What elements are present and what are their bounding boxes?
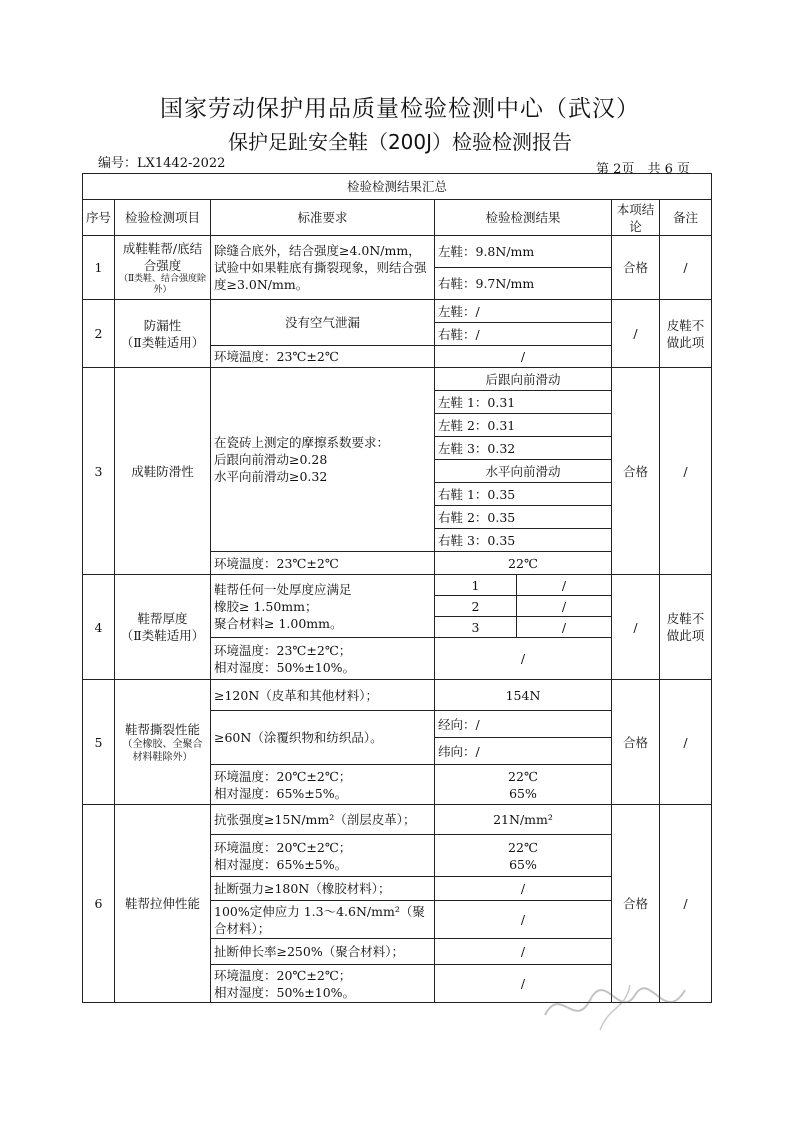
env-cell xyxy=(211,765,435,805)
item-cell xyxy=(115,575,211,680)
remark-cell: 皮鞋不做此项 xyxy=(660,575,712,680)
result-subtitle: 水平向前滑动 xyxy=(435,460,612,483)
remark-cell: / xyxy=(660,236,712,300)
conclusion-cell: 合格 xyxy=(612,236,660,300)
requirement-cell: ≥120N（皮革和其他材料）； xyxy=(211,680,435,711)
result-cell: 左鞋：9.8N/mm xyxy=(435,236,612,268)
conclusion-cell: 合格 xyxy=(612,680,660,805)
result-cell: / xyxy=(517,596,612,617)
result-cell: / xyxy=(435,638,612,680)
item-cell xyxy=(115,300,211,368)
env-line: 相对湿度：50%±10%。 xyxy=(214,659,356,675)
env-cell xyxy=(211,835,435,877)
result-cell: 右鞋 3：0.35 xyxy=(435,529,612,552)
result-cell: 154N xyxy=(435,680,612,711)
header-requirement: 标准要求 xyxy=(211,200,435,236)
remark-cell: / xyxy=(660,805,712,1003)
requirement-cell: 100%定伸应力 1.3～4.6N/mm²（聚合材料）； xyxy=(211,901,435,939)
env-line: 相对湿度：65%±5%。 xyxy=(214,785,348,801)
env-cell xyxy=(211,638,435,680)
conclusion-cell: 合格 xyxy=(612,805,660,1003)
env-cell: 环境温度：23℃±2℃ xyxy=(211,552,435,575)
item-note: （Ⅱ类鞋适用） xyxy=(120,628,205,643)
item-note: （全橡胶、全聚合材料鞋除外） xyxy=(122,738,203,763)
header-seq: 序号 xyxy=(83,200,115,236)
report-number: 编号：LX1442-2022 xyxy=(98,156,226,171)
result-cell xyxy=(435,765,612,805)
requirement-cell: ≥60N（涂覆织物和纺织品）。 xyxy=(211,711,435,765)
result-cell: / xyxy=(435,346,612,368)
table-row xyxy=(83,236,712,268)
conclusion-cell: 合格 xyxy=(612,368,660,575)
item-name: 防漏性 xyxy=(143,317,182,333)
signature-mark xyxy=(540,975,690,1035)
item-name: 鞋帮厚度 xyxy=(137,611,188,626)
requirement-line: 水平向前滑动≥0.32 xyxy=(214,469,328,484)
env-line: 环境温度：20℃±2℃； xyxy=(214,839,352,855)
requirement-line: 聚合材料≥ 1.00mm。 xyxy=(214,615,343,631)
item-note: （Ⅱ类鞋、结合强度除外） xyxy=(118,273,207,295)
result-cell: 右鞋：/ xyxy=(435,323,612,346)
header-remark: 备注 xyxy=(660,200,712,236)
item-note: （Ⅱ类鞋适用） xyxy=(120,334,205,350)
remark-cell: 皮鞋不做此项 xyxy=(660,300,712,368)
requirement-cell: 除缝合底外，结合强度≥4.0N/mm，试验中如果鞋底有撕裂现象，则结合强度≥3.0N/mm。 xyxy=(211,236,435,300)
result-cell: / xyxy=(435,877,612,901)
result-cell: 左鞋 1：0.31 xyxy=(435,391,612,414)
seq-cell: 3 xyxy=(83,368,115,575)
result-cell: / xyxy=(435,965,612,1003)
item-cell: 鞋帮拉伸性能 xyxy=(115,805,211,1003)
seq-cell: 4 xyxy=(83,575,115,680)
sample-number: 1 xyxy=(435,575,517,596)
table-header-row xyxy=(83,200,712,236)
remark-cell: / xyxy=(660,680,712,805)
env-line: 相对湿度：65%±5%。 xyxy=(214,856,348,872)
env-line: 环境温度：20℃±2℃； xyxy=(214,768,352,784)
result-cell: 左鞋：/ xyxy=(435,300,612,323)
result-cell: 右鞋 1：0.35 xyxy=(435,483,612,506)
env-cell: 环境温度：23℃±2℃ xyxy=(211,346,435,368)
result-cell: 右鞋 2：0.35 xyxy=(435,506,612,529)
env-line: 相对湿度：50%±10%。 xyxy=(214,984,356,1000)
header-item: 检验检测项目 xyxy=(115,200,211,236)
result-cell: 21N/mm² xyxy=(435,805,612,835)
result-cell: 右鞋：9.7N/mm xyxy=(435,268,612,300)
table-caption: 检验检测结果汇总 xyxy=(83,174,712,200)
result-cell: 左鞋 3：0.32 xyxy=(435,437,612,460)
env-cell xyxy=(211,965,435,1003)
result-cell: 经向：/ xyxy=(435,711,612,738)
seq-cell: 1 xyxy=(83,236,115,300)
report-title: 保护足趾安全鞋（200J）检验检测报告 xyxy=(227,130,573,154)
requirement-cell xyxy=(211,368,435,552)
seq-cell: 2 xyxy=(83,300,115,368)
requirement-cell: 扯断伸长率≥250%（聚合材料）； xyxy=(211,939,435,965)
result-cell: / xyxy=(435,901,612,939)
result-cell: 左鞋 2：0.31 xyxy=(435,414,612,437)
item-cell xyxy=(115,236,211,300)
requirement-cell: 抗张强度≥15N/mm²（剖层皮革）； xyxy=(211,805,435,835)
header-result: 检验检测结果 xyxy=(435,200,612,236)
requirement-cell: 扯断强力≥180N（橡胶材料）； xyxy=(211,877,435,901)
sample-number: 3 xyxy=(435,617,517,638)
requirement-line: 后跟向前滑动≥0.28 xyxy=(214,452,328,467)
env-line: 环境温度：20℃±2℃； xyxy=(214,967,352,983)
item-cell xyxy=(115,680,211,805)
item-cell: 成鞋防滑性 xyxy=(115,368,211,575)
seq-cell: 6 xyxy=(83,805,115,1003)
conclusion-cell: / xyxy=(612,300,660,368)
table-row xyxy=(83,680,712,711)
header-conclusion: 本项结论 xyxy=(612,200,660,236)
table-row xyxy=(83,300,712,323)
remark-cell: / xyxy=(660,368,712,575)
table-row xyxy=(83,575,712,596)
result-line: 22℃ xyxy=(508,768,538,784)
result-cell: / xyxy=(435,939,612,965)
result-line: 65% xyxy=(509,785,537,801)
institution-title: 国家劳动保护用品质量检验检测中心（武汉） xyxy=(160,96,640,122)
env-line: 环境温度：23℃±2℃； xyxy=(214,642,352,658)
requirement-cell: 没有空气泄漏 xyxy=(211,300,435,346)
result-cell: 22℃ xyxy=(435,552,612,575)
requirement-cell xyxy=(211,575,435,638)
item-name: 成鞋鞋帮/底结合强度 xyxy=(122,240,203,273)
requirement-line: 鞋帮任何一处厚度应满足 xyxy=(214,581,352,597)
result-subtitle: 后跟向前滑动 xyxy=(435,368,612,391)
requirement-line: 在瓷砖上测定的摩擦系数要求： xyxy=(214,435,390,450)
result-line: 22℃ xyxy=(508,839,538,855)
table-row xyxy=(83,368,712,391)
page-info: 第 2页 共 6 页 xyxy=(596,162,690,177)
conclusion-cell: / xyxy=(612,575,660,680)
result-cell: / xyxy=(517,575,612,596)
results-table xyxy=(82,173,712,1003)
sample-number: 2 xyxy=(435,596,517,617)
requirement-line: 橡胶≥ 1.50mm； xyxy=(214,598,318,614)
result-line: 65% xyxy=(509,856,537,872)
item-name: 鞋帮撕裂性能 xyxy=(124,721,200,737)
result-cell: 纬向：/ xyxy=(435,738,612,765)
seq-cell: 5 xyxy=(83,680,115,805)
table-row xyxy=(83,805,712,835)
result-cell: / xyxy=(517,617,612,638)
result-cell xyxy=(435,835,612,877)
